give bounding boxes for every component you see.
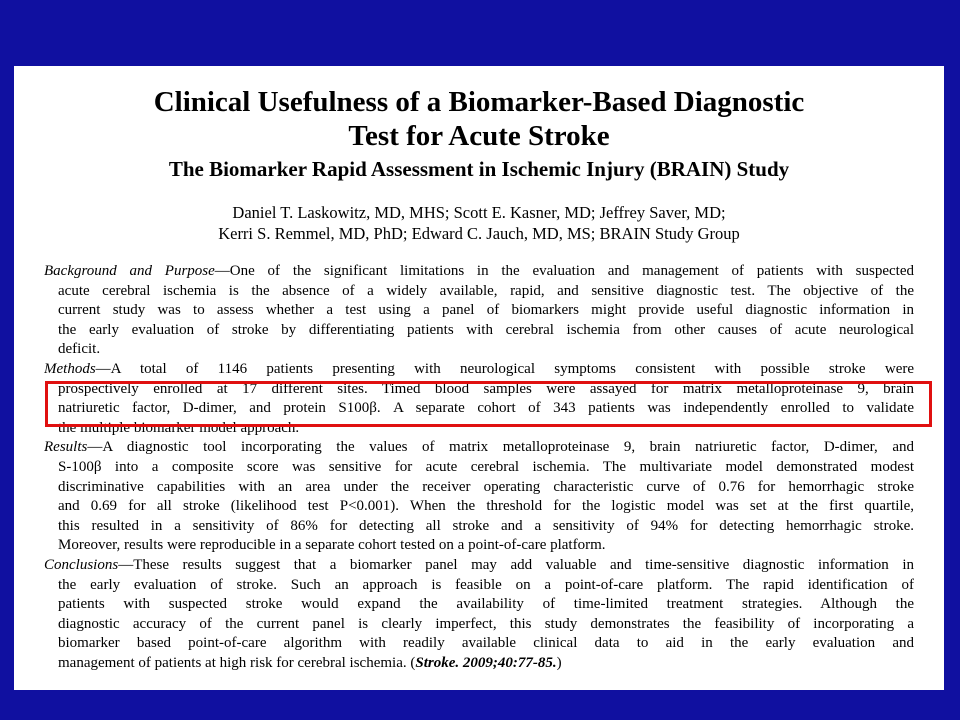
paper-title-line1: Clinical Usefulness of a Biomarker-Based Diagnostic [153,86,805,118]
abstract-line: diagnostic accuracy of the current panel is clearly imperfect, this study demonstrates the feasibility of incorporating a [58,615,914,632]
abstract-line: biomarker based point-of-care algorithm with readily available clinical data to aid in the early evaluation and [58,635,914,652]
abstract-line: natriuretic factor, D-dimer, and protein S100β. A separate cohort of 343 patients was independently enrolled to validate [58,400,914,417]
results-heading: Results [44,439,88,456]
abstract-results-first-line: Results—A diagnostic tool incorporating the values of matrix metalloproteinase 9, brain natriuretic factor, D-dimer, and [44,439,914,456]
abstract-line: the early evaluation of stroke by differentiating patients with cerebral ischemia from other causes of acute neurological [58,321,914,338]
paper-page [14,66,944,690]
paper-subtitle: The Biomarker Rapid Assessment in Ischemic Injury (BRAIN) Study [168,157,790,181]
abstract-methods-first-line: Methods—A total of 1146 patients presenting with neurological symptoms consistent with possible stroke were [44,360,914,377]
abstract-conclusions-first-line: Conclusions—These results suggest that a biomarker panel may add valuable and time-sensitive diagnostic information in [44,556,914,573]
abstract-background-first-line: Background and Purpose—One of the significant limitations in the evaluation and management of patients with suspected [44,263,914,279]
abstract-line: the multiple biomarker model approach. [58,419,300,436]
abstract-last-line: management of patients at high risk for cerebral ischemia. (Stroke. 2009;40:77-85.) [58,654,562,671]
citation: Stroke. 2009;40:77-85. [415,654,557,671]
authors-line2: Kerri S. Remmel, MD, PhD; Edward C. Jauch, MD, MS; BRAIN Study Group [218,224,740,243]
abstract-line: current study was to assess whether a test using a panel of biomarkers might provide useful diagnostic information in [58,302,914,319]
abstract-line: Moreover, results were reproducible in a separate cohort tested on a point-of-care platform. [58,537,606,554]
abstract-line: discriminative capabilities with an area under the receiver operating characteristic curve of 0.76 for hemorrhagic stroke [58,478,914,495]
abstract-line: acute cerebral ischemia is the absence of a widely available, rapid, and sensitive diagnostic test. The objective of the [58,282,914,299]
conclusions-heading: Conclusions [44,556,119,573]
abstract-line: S-100β into a composite score was sensitive for acute cerebral ischemia. The multivariate model demonstrated modest [58,458,914,475]
abstract-line: prospectively enrolled at 17 different sites. Timed blood samples were assayed for matrix metalloproteinase 9, brain [58,380,914,397]
abstract-line: the early evaluation of stroke. Such an approach is feasible on a point-of-care platform. The rapid identification of [58,576,914,593]
abstract-line: patients with suspected stroke would expand the availability of time-limited treatment strategies. Although the [58,596,914,613]
abstract [44,262,914,673]
abstract-line: and 0.69 for all stroke (likelihood test P<0.001). When the threshold for the logistic model was set at the first quartile, [58,498,914,515]
background-heading: Background and Purpose [44,263,215,279]
methods-heading: Methods [44,360,96,377]
paper-title-line2: Test for Acute Stroke [348,120,610,152]
authors-line1: Daniel T. Laskowitz, MD, MHS; Scott E. Kasner, MD; Jeffrey Saver, MD; [232,203,726,222]
abstract-line: deficit. [58,341,101,358]
abstract-line: this resulted in a sensitivity of 86% for detecting all stroke and a sensitivity of 94% for detecting hemorrhagic stroke. [58,517,914,534]
